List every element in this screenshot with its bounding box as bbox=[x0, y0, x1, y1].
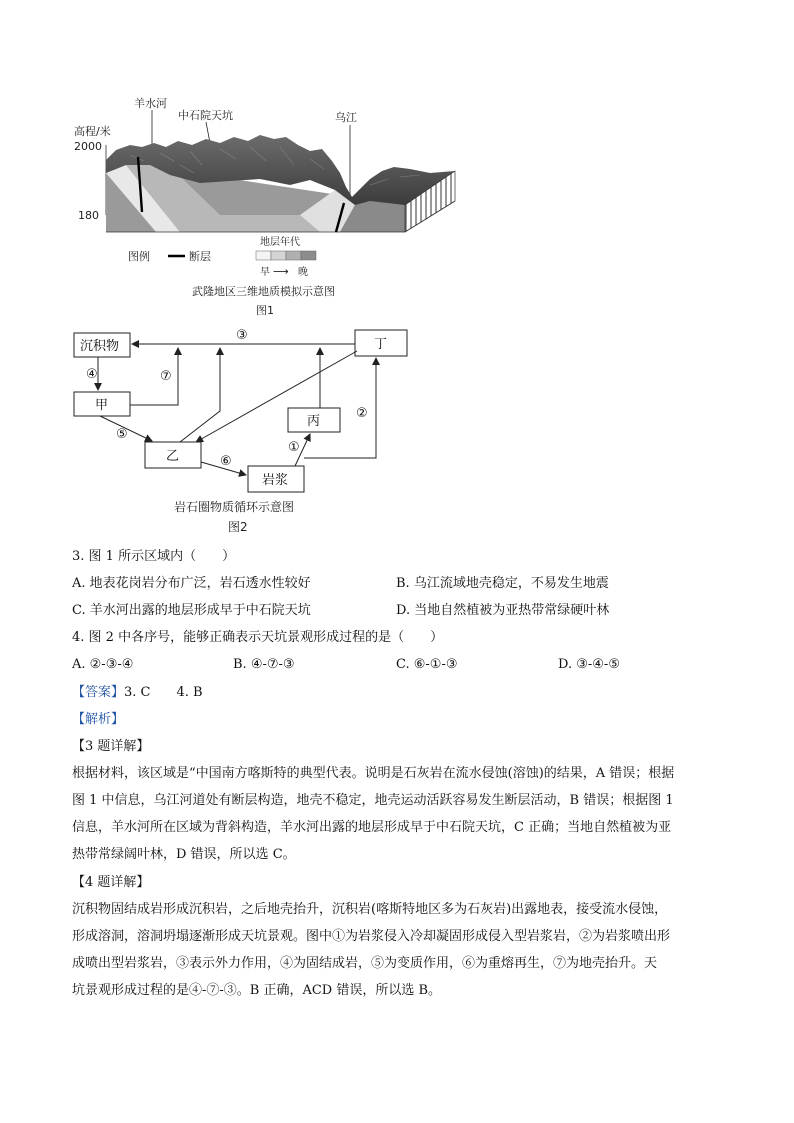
y-tick-180: 180 bbox=[78, 209, 99, 222]
q4-stem: 4. 图 2 中各序号，能够正确表示天坑景观形成过程的是（ ） bbox=[72, 630, 444, 645]
label-wujiang: 乌江 bbox=[335, 111, 357, 124]
legend-fault-label: 断层 bbox=[189, 250, 211, 263]
q3-option-a: A. 地表花岗岩分布广泛，岩石透水性较好 bbox=[72, 576, 311, 591]
num-6: ⑥ bbox=[220, 454, 232, 469]
box-yi-label: 乙 bbox=[166, 449, 180, 464]
label-yangshuihe: 羊水河 bbox=[134, 97, 167, 110]
analysis-tag: 【解析】 bbox=[72, 712, 125, 727]
answer-text: 3. C 4. B bbox=[124, 685, 203, 700]
figure-1-3d-geology bbox=[70, 95, 470, 325]
num-5: ⑤ bbox=[116, 427, 128, 442]
num-7: ⑦ bbox=[160, 369, 172, 384]
box-magma-label: 岩浆 bbox=[262, 473, 289, 488]
d4-tag: 【4 题详解】 bbox=[72, 875, 150, 890]
fig1-number: 图1 bbox=[256, 304, 274, 317]
figure-2-rock-cycle bbox=[70, 325, 420, 540]
fig1-caption: 武隆地区三维地质模拟示意图 bbox=[192, 285, 335, 298]
legend-early: 早 bbox=[260, 267, 270, 278]
d3-tag: 【3 题详解】 bbox=[72, 739, 150, 754]
d3-line-3: 信息，羊水河所在区域为背斜构造，羊水河出露的地层形成早于中石院天坑，C 正确；当地自然植被为亚 bbox=[72, 820, 672, 835]
legend-strata-swatches bbox=[256, 251, 316, 260]
d3-line-1: 根据材料，该区域是“中国南方喀斯特的典型代表。说明是石灰岩在流水侵蚀(溶蚀)的结果，A 错误；根据 bbox=[72, 766, 675, 781]
y-tick-2000: 2000 bbox=[74, 140, 102, 153]
d4-line-2: 形成溶洞，溶洞坍塌逐渐形成天坑景观。图中①为岩浆侵入冷却凝固形成侵入型岩浆岩，②为岩浆喷出形 bbox=[72, 929, 671, 944]
q3-option-b: B. 乌江流域地壳稳定，不易发生地震 bbox=[396, 576, 609, 591]
answer-line bbox=[72, 684, 203, 702]
d4-line-1: 沉积物固结成岩形成沉积岩，之后地壳抬升，沉积岩(喀斯特地区多为石灰岩)出露地表，接受流水侵蚀， bbox=[72, 902, 668, 917]
label-tiankeng: 中石院天坑 bbox=[178, 109, 233, 122]
q4-option-a: A. ②-③-④ bbox=[72, 657, 134, 672]
fig2-caption: 岩石圈物质循环示意图 bbox=[174, 500, 295, 514]
box-jia-label: 甲 bbox=[95, 398, 109, 413]
legend-arrow: ⟶ bbox=[273, 265, 289, 278]
legend-title: 图例 bbox=[128, 250, 150, 263]
fig2-number: 图2 bbox=[228, 520, 248, 534]
d3-line-4: 热带常绿阔叶林，D 错误，所以选 C。 bbox=[72, 847, 296, 862]
d3-line-2: 图 1 中信息，乌江河道处有断层构造，地壳不稳定，地壳运动活跃容易发生断层活动，B 错误；根据图 1 bbox=[72, 793, 674, 808]
d4-line-4: 坑景观形成过程的是④-⑦-③。B 正确，ACD 错误，所以选 B。 bbox=[72, 983, 442, 998]
num-2: ② bbox=[356, 406, 368, 421]
answer-tag: 【答案】 bbox=[72, 685, 125, 700]
num-1: ① bbox=[288, 440, 300, 455]
q3-option-c: C. 羊水河出露的地层形成早于中石院天坑 bbox=[72, 603, 311, 618]
q4-option-d: D. ③-④-⑤ bbox=[558, 657, 620, 672]
arrow-yi-up bbox=[180, 348, 220, 442]
num-4: ④ bbox=[86, 367, 98, 382]
num-3: ③ bbox=[236, 328, 248, 343]
q4-option-b: B. ④-⑦-③ bbox=[233, 657, 295, 672]
q3-stem: 3. 图 1 所示区域内（ ） bbox=[72, 549, 236, 564]
legend-strata-title: 地层年代 bbox=[260, 237, 300, 248]
box-sediment-label: 沉积物 bbox=[80, 339, 120, 354]
d4-line-3: 成喷出型岩浆岩，③表示外力作用，④为固结成岩，⑤为变质作用，⑥为重熔再生，⑦为地壳抬升。天 bbox=[72, 956, 658, 971]
q4-option-c: C. ⑥-①-③ bbox=[396, 657, 458, 672]
box-bing-label: 丙 bbox=[307, 414, 321, 429]
box-ding-label: 丁 bbox=[374, 337, 388, 352]
legend-late: 晚 bbox=[298, 267, 308, 278]
y-axis-label: 高程/米 bbox=[74, 125, 111, 138]
q3-option-d: D. 当地自然植被为亚热带常绿硬叶林 bbox=[396, 603, 610, 618]
